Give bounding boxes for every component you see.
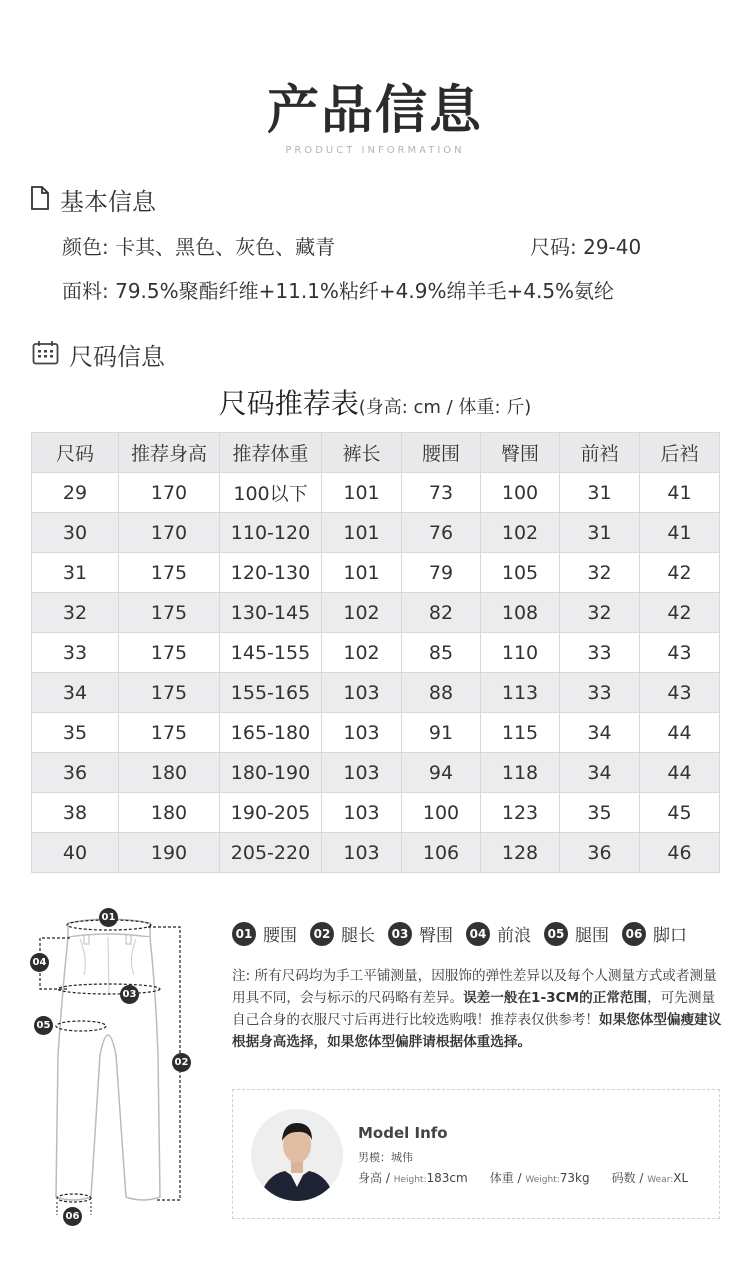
table-cell: 101 — [322, 553, 402, 593]
table-cell: 110 — [481, 633, 560, 673]
legend-item — [232, 921, 297, 946]
table-cell: 46 — [640, 833, 720, 873]
table-cell: 145-155 — [220, 633, 322, 673]
size-value: XL — [673, 1171, 689, 1185]
column-header: 腰围 — [402, 433, 481, 473]
measurement-legend — [232, 921, 700, 946]
table-cell: 35 — [32, 713, 119, 753]
model-height — [358, 1169, 468, 1186]
marker-05: 05 — [34, 1016, 53, 1035]
table-cell: 41 — [640, 473, 720, 513]
fabric-text: 面料: 79.5%聚酯纤维+11.1%粘纤+4.9%绵羊毛+4.5%氨纶 — [62, 279, 615, 303]
table-cell: 32 — [560, 593, 640, 633]
table-cell: 106 — [402, 833, 481, 873]
legend-item — [388, 921, 453, 946]
table-cell: 76 — [402, 513, 481, 553]
note-bold-advice: 如果您体型偏瘦建议根据身高选择，如果您体型偏胖请根据体重选择。 — [232, 1012, 722, 1050]
table-title-main: 尺码推荐表 — [218, 387, 359, 420]
document-icon — [30, 186, 50, 214]
table-cell: 102 — [322, 633, 402, 673]
table-cell: 123 — [481, 793, 560, 833]
legend-number: 03 — [388, 922, 412, 946]
table-row — [32, 793, 720, 833]
table-row — [32, 713, 720, 753]
height-en-label: Height: — [393, 1175, 427, 1185]
column-header: 臀围 — [481, 433, 560, 473]
table-cell: 30 — [32, 513, 119, 553]
basic-info-heading — [30, 182, 156, 217]
table-row — [32, 753, 720, 793]
table-row — [32, 833, 720, 873]
column-header: 裤长 — [322, 433, 402, 473]
table-cell: 101 — [322, 473, 402, 513]
table-cell: 128 — [481, 833, 560, 873]
table-cell: 103 — [322, 673, 402, 713]
legend-item — [544, 921, 609, 946]
table-row — [32, 553, 720, 593]
table-cell: 35 — [560, 793, 640, 833]
table-cell: 170 — [119, 513, 220, 553]
basic-info-label: 基本信息 — [60, 188, 156, 216]
table-cell: 38 — [32, 793, 119, 833]
table-cell: 44 — [640, 753, 720, 793]
page-subtitle: PRODUCT INFORMATION — [285, 145, 465, 156]
model-stats — [358, 1169, 710, 1186]
table-cell: 42 — [640, 593, 720, 633]
table-cell: 175 — [119, 553, 220, 593]
note-text-2: ，可先测量自己合身的衣服尺寸后再进行比较选购哦！推荐表仅供参考！ — [232, 990, 716, 1028]
table-cell: 118 — [481, 753, 560, 793]
weight-label: 体重 / — [489, 1171, 526, 1185]
weight-value: 73kg — [559, 1171, 590, 1185]
table-cell: 43 — [640, 673, 720, 713]
note-bold-range: 误差一般在1-3CM的正常范围 — [463, 990, 648, 1006]
weight-en-label: Weight: — [525, 1175, 560, 1185]
table-cell: 103 — [322, 753, 402, 793]
table-cell: 43 — [640, 633, 720, 673]
table-cell: 73 — [402, 473, 481, 513]
table-row — [32, 473, 720, 513]
table-title-units: (身高: cm / 体重: 斤) — [358, 397, 532, 418]
table-cell: 170 — [119, 473, 220, 513]
table-cell: 42 — [640, 553, 720, 593]
table-cell: 130-145 — [220, 593, 322, 633]
table-cell: 180 — [119, 793, 220, 833]
size-label: 码数 / — [611, 1171, 648, 1185]
table-cell: 44 — [640, 713, 720, 753]
table-header-row — [32, 433, 720, 473]
table-cell: 100 — [402, 793, 481, 833]
legend-item — [466, 921, 531, 946]
model-info-card — [232, 1089, 720, 1219]
table-cell: 33 — [560, 633, 640, 673]
table-cell: 205-220 — [220, 833, 322, 873]
table-cell: 41 — [640, 513, 720, 553]
table-cell: 120-130 — [220, 553, 322, 593]
table-cell: 79 — [402, 553, 481, 593]
size-table — [31, 432, 720, 873]
legend-label: 腿围 — [575, 926, 609, 946]
height-label: 身高 / — [358, 1171, 394, 1185]
model-name: 男模：城伟 — [358, 1151, 413, 1164]
note-text: 注: 所有尺码均为手工平铺测量，因服饰的弹性差异以及每个人测量方式或者测量用具不同，会与标示的尺码略有差异。 — [232, 968, 717, 1006]
table-cell: 102 — [481, 513, 560, 553]
legend-item — [310, 921, 375, 946]
table-cell: 36 — [32, 753, 119, 793]
table-cell: 36 — [560, 833, 640, 873]
marker-01: 01 — [99, 908, 118, 927]
size-range-text: 尺码: 29-40 — [530, 235, 642, 259]
table-cell: 34 — [32, 673, 119, 713]
table-cell: 100以下 — [220, 473, 322, 513]
calendar-icon — [32, 340, 59, 369]
table-cell: 105 — [481, 553, 560, 593]
model-weight — [490, 1169, 590, 1186]
height-value: 183cm — [426, 1171, 468, 1185]
table-cell: 115 — [481, 713, 560, 753]
table-cell: 91 — [402, 713, 481, 753]
table-cell: 94 — [402, 753, 481, 793]
table-cell: 180 — [119, 753, 220, 793]
table-cell: 31 — [32, 553, 119, 593]
table-cell: 103 — [322, 833, 402, 873]
model-avatar — [251, 1109, 343, 1201]
table-cell: 88 — [402, 673, 481, 713]
table-cell: 110-120 — [220, 513, 322, 553]
size-en-label: Wear: — [647, 1175, 674, 1185]
size-info-heading — [32, 337, 165, 372]
table-cell: 100 — [481, 473, 560, 513]
table-cell: 31 — [560, 513, 640, 553]
marker-04: 04 — [30, 953, 49, 972]
table-cell: 45 — [640, 793, 720, 833]
table-title — [0, 382, 750, 422]
model-size — [612, 1169, 689, 1186]
table-cell: 165-180 — [220, 713, 322, 753]
legend-label: 前浪 — [497, 926, 531, 946]
legend-number: 06 — [622, 922, 646, 946]
table-cell: 103 — [322, 793, 402, 833]
marker-02: 02 — [172, 1053, 191, 1072]
column-header: 后裆 — [640, 433, 720, 473]
table-cell: 175 — [119, 633, 220, 673]
table-cell: 113 — [481, 673, 560, 713]
legend-label: 腿长 — [341, 926, 375, 946]
legend-label: 腰围 — [263, 926, 297, 946]
table-row — [32, 633, 720, 673]
size-info-label: 尺码信息 — [69, 343, 165, 371]
marker-03: 03 — [120, 985, 139, 1004]
table-row — [32, 593, 720, 633]
table-cell: 101 — [322, 513, 402, 553]
legend-number: 01 — [232, 922, 256, 946]
legend-label: 脚口 — [653, 926, 687, 946]
marker-06: 06 — [63, 1207, 82, 1226]
page-title: 产品信息 — [266, 81, 483, 141]
table-cell: 34 — [560, 713, 640, 753]
table-cell: 175 — [119, 593, 220, 633]
column-header: 推荐体重 — [220, 433, 322, 473]
table-cell: 29 — [32, 473, 119, 513]
table-cell: 32 — [560, 553, 640, 593]
table-cell: 40 — [32, 833, 119, 873]
table-cell: 85 — [402, 633, 481, 673]
table-row — [32, 513, 720, 553]
table-cell: 108 — [481, 593, 560, 633]
column-header: 前裆 — [560, 433, 640, 473]
table-cell: 33 — [32, 633, 119, 673]
table-cell: 175 — [119, 673, 220, 713]
table-row — [32, 673, 720, 713]
table-cell: 31 — [560, 473, 640, 513]
legend-label: 臀围 — [419, 926, 453, 946]
table-cell: 180-190 — [220, 753, 322, 793]
pants-diagram — [28, 905, 203, 1230]
table-cell: 103 — [322, 713, 402, 753]
legend-number: 02 — [310, 922, 334, 946]
table-cell: 102 — [322, 593, 402, 633]
legend-item — [622, 921, 687, 946]
column-header: 尺码 — [32, 433, 119, 473]
table-cell: 82 — [402, 593, 481, 633]
legend-number: 05 — [544, 922, 568, 946]
table-cell: 32 — [32, 593, 119, 633]
model-info-title: Model Info — [358, 1124, 448, 1142]
measurement-note — [232, 965, 724, 1053]
colors-text: 颜色: 卡其、黑色、灰色、藏青 — [62, 235, 336, 259]
table-cell: 190-205 — [220, 793, 322, 833]
table-cell: 34 — [560, 753, 640, 793]
column-header: 推荐身高 — [119, 433, 220, 473]
table-cell: 33 — [560, 673, 640, 713]
legend-number: 04 — [466, 922, 490, 946]
table-cell: 190 — [119, 833, 220, 873]
table-cell: 175 — [119, 713, 220, 753]
table-cell: 155-165 — [220, 673, 322, 713]
